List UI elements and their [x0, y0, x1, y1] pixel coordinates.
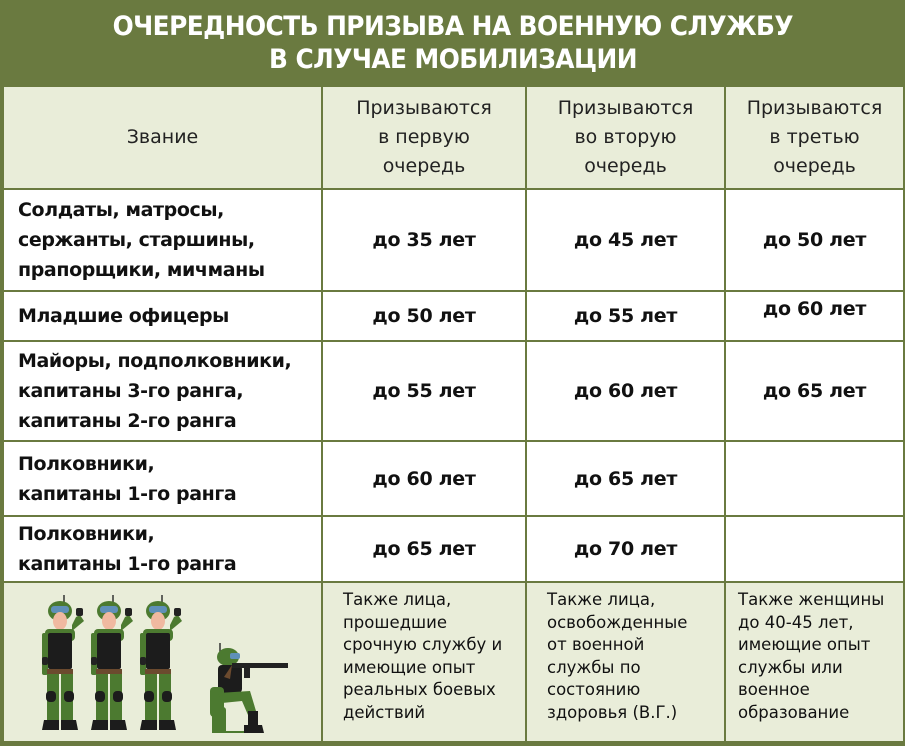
rank-line: капитаны 1-го ранга — [18, 482, 237, 505]
rank-line: Полковники, — [18, 452, 155, 475]
note-third-wave — [725, 582, 904, 742]
age-second: до 60 лет — [526, 341, 725, 441]
table-row — [3, 341, 904, 441]
note-line: Также лица, — [343, 590, 452, 609]
age-third: до 50 лет — [725, 189, 904, 291]
table-row — [3, 516, 904, 582]
rank-cell — [3, 189, 322, 291]
note-line: реальных боевых — [343, 680, 496, 699]
header-second-wave — [526, 86, 725, 189]
header-line: в третью — [769, 126, 860, 148]
header-line: в первую — [378, 126, 470, 148]
header-line: очередь — [773, 155, 856, 177]
table-row — [3, 189, 904, 291]
header-line: Призываются — [356, 97, 492, 119]
rank-cell — [3, 516, 322, 582]
note-line: до 40-45 лет, — [738, 612, 854, 632]
note-line: Также женщины — [738, 590, 885, 609]
age-third — [725, 441, 904, 516]
note-line: состоянию — [547, 680, 641, 699]
age-third — [725, 516, 904, 582]
title-line-1: ОЧЕРЕДНОСТЬ ПРИЗЫВА НА ВОЕННУЮ СЛУЖБУ — [112, 10, 793, 42]
header-row — [3, 86, 904, 189]
rank-cell — [3, 341, 322, 441]
table-row — [3, 291, 904, 341]
header-line: Призываются — [557, 97, 694, 119]
age-first: до 60 лет — [322, 441, 526, 516]
age-first: до 65 лет — [322, 516, 526, 582]
note-line: здоровья (В.Г.) — [547, 702, 678, 722]
page-title — [0, 0, 905, 85]
age-second: до 70 лет — [526, 516, 725, 582]
note-line: действий — [343, 702, 426, 722]
note-line: имеющие опыт — [343, 657, 476, 677]
note-first-wave — [322, 582, 526, 742]
note-line: освобожденные — [547, 612, 688, 632]
mobilization-table — [2, 85, 905, 743]
age-first: до 55 лет — [322, 341, 526, 441]
header-line: во вторую — [574, 126, 677, 148]
table-row — [3, 441, 904, 516]
age-third: до 65 лет — [725, 341, 904, 441]
soldiers-illustration — [3, 582, 322, 742]
note-line: службы по — [547, 657, 641, 677]
header-line: очередь — [382, 155, 466, 177]
title-line-2: В СЛУЧАЕ МОБИЛИЗАЦИИ — [268, 43, 637, 75]
rank-line: Полковники, — [18, 523, 155, 545]
header-line: очередь — [584, 155, 667, 177]
note-second-wave — [526, 582, 725, 742]
note-line: Также лица, — [547, 590, 656, 609]
rank-line: Солдаты, матросы, — [18, 199, 224, 221]
note-line: от военной — [547, 635, 645, 654]
rank-line: капитаны 1-го ранга — [18, 553, 237, 575]
header-third-wave — [725, 86, 904, 189]
age-first: до 50 лет — [322, 291, 526, 341]
age-third: до 60 лет — [725, 291, 904, 341]
rank-line: сержанты, старшины, — [18, 229, 255, 251]
soldiers-icon — [4, 583, 319, 733]
age-second: до 45 лет — [526, 189, 725, 291]
header-first-wave — [322, 86, 526, 189]
note-line: срочную службу и — [343, 635, 503, 654]
footer-row — [3, 582, 904, 742]
note-line: имеющие опыт — [738, 635, 871, 654]
note-line: военное — [738, 680, 810, 699]
rank-line: капитаны 3-го ранга, — [18, 380, 244, 402]
rank-line: Младшие офицеры — [18, 305, 229, 327]
age-second: до 55 лет — [526, 291, 725, 341]
rank-line: капитаны 2-го ранга — [18, 410, 237, 432]
note-line: прошедшие — [343, 612, 447, 632]
note-line: службы или — [738, 657, 843, 677]
rank-line: Майоры, подполковники, — [18, 350, 292, 372]
note-line: образование — [738, 702, 850, 722]
age-second: до 65 лет — [526, 441, 725, 516]
header-rank-label: Звание — [126, 126, 199, 148]
header-line: Призываются — [746, 97, 883, 119]
header-rank — [3, 86, 322, 189]
rank-cell — [3, 441, 322, 516]
rank-line: прапорщики, мичманы — [18, 259, 265, 281]
age-first: до 35 лет — [322, 189, 526, 291]
rank-cell — [3, 291, 322, 341]
